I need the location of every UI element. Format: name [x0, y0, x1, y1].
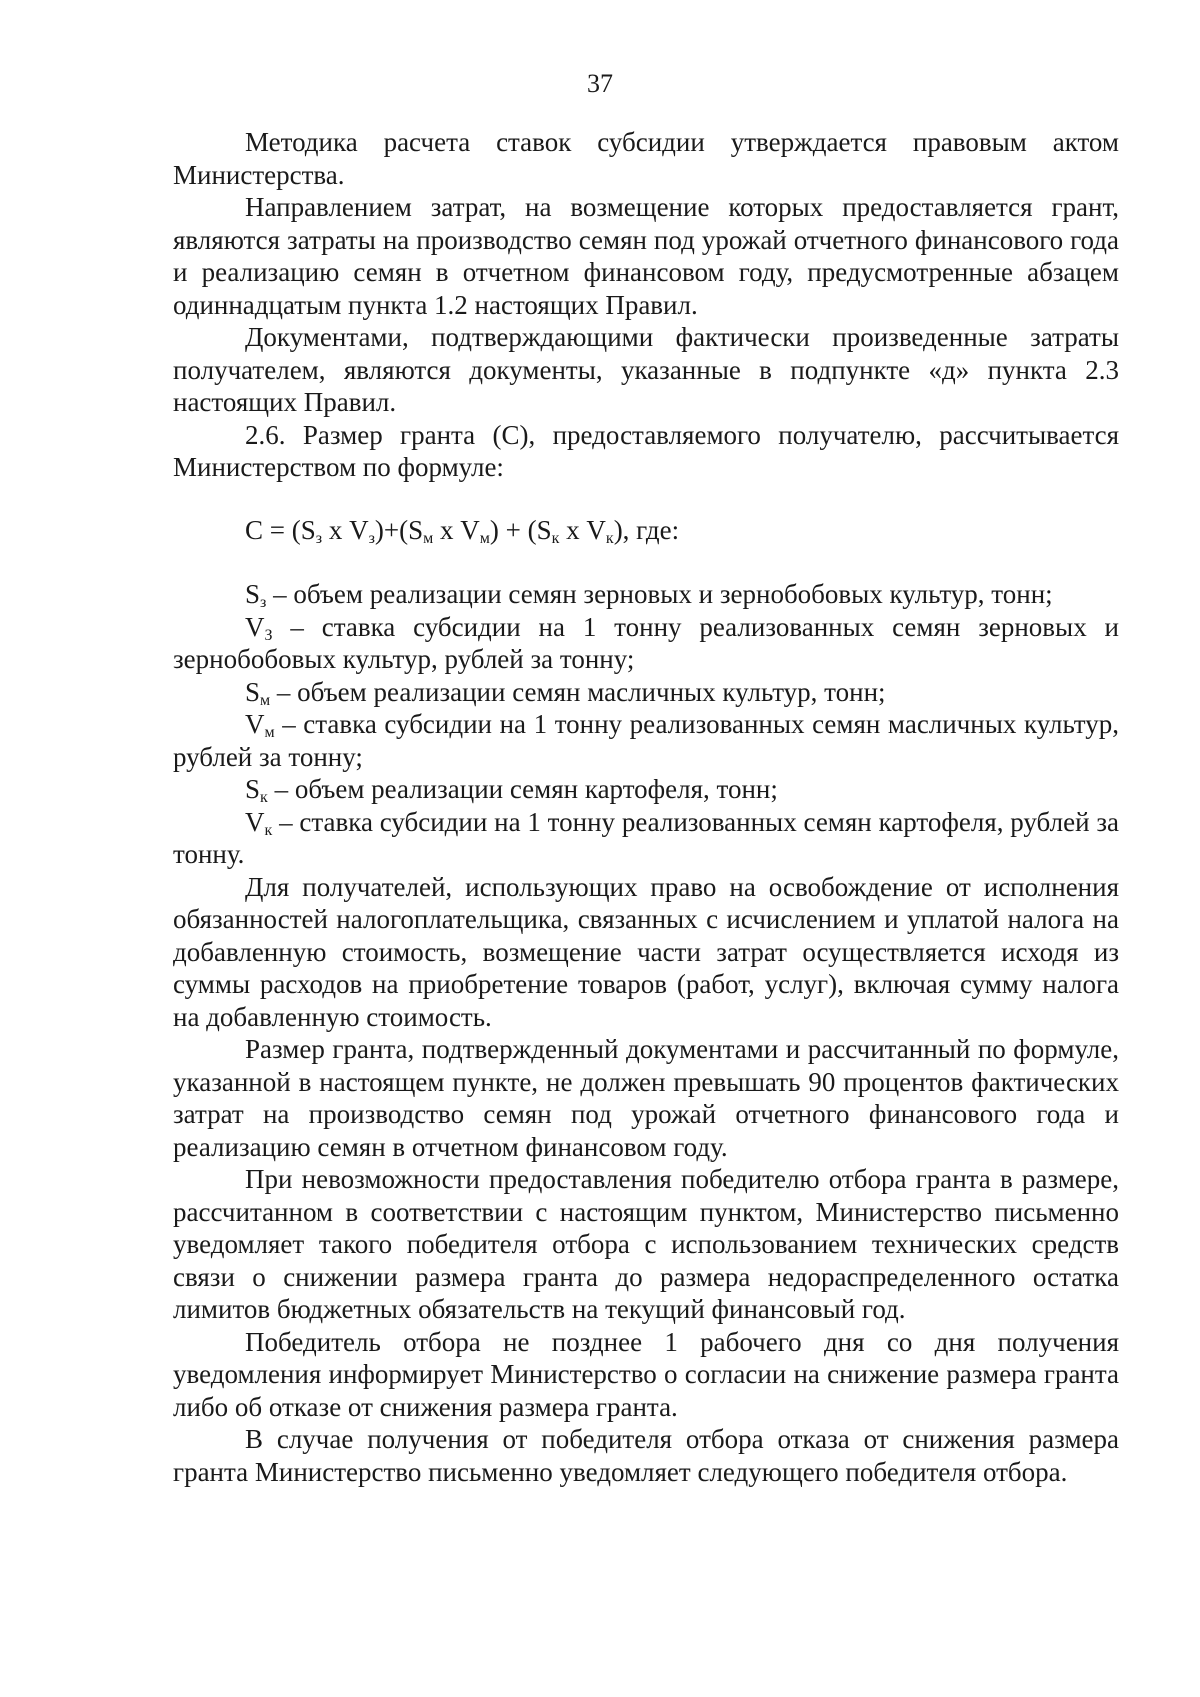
- paragraph-grant-reduction: При невозможности предоставления победителю отбора гранта в размере, рассчитанном в соответствии с настоящим пунктом, Министерство письменно уведомляет такого победителя отбора с использованием технических средств связи о снижении размера гранта до размера недораспределенного остатка лимитов бюджетных обязательств на текущий финансовый год.: [173, 1164, 1119, 1324]
- definition-sk: $S_к$ – объем реализации семян картофеля, тонн;: [245, 774, 778, 806]
- definition-vz: $V_З$ – ставка субсидии на 1 тонну реализованных семян зерновых и зернобобовых культур, рублей за тонну;: [173, 611, 1119, 674]
- document-body: [173, 126, 1119, 1488]
- paragraph-grant-limit: Размер гранта, подтвержденный документами и рассчитанный по формуле, указанной в настоящем пункте, не должен превышать 90 процентов фактических затрат на производство семян под урожай отчетного финансового года и реализацию семян в отчетном финансовом году.: [173, 1034, 1119, 1162]
- definition-vm: $V_м$ – ставка субсидии на 1 тонну реализованных семян масличных культур, рублей за тонну;: [173, 709, 1119, 772]
- paragraph-vat-exemption: Для получателей, использующих право на освобождение от исполнения обязанностей налогоплательщика, связанных с исчислением и уплатой налога на добавленную стоимость, возмещение части затрат осуществляется исходя из суммы расходов на приобретение товаров (работ, услуг), включая сумму налога на добавленную стоимость.: [173, 871, 1119, 1032]
- grant-formula: $С = (S_з$ х $V_з)+(S_м$ х $V_м) + (S_к$ х $V_к$), где:: [245, 514, 680, 547]
- paragraph-documents: Документами, подтверждающими фактически произведенные затраты получателем, являются документы, указанные в подпункте «д» пункта 2.3 настоящих Правил.: [173, 322, 1119, 417]
- paragraph-next-winner: В случае получения от победителя отбора отказа от снижения размера гранта Министерство письменно уведомляет следующего победителя отбора.: [173, 1424, 1119, 1487]
- paragraph-winner-response: Победитель отбора не позднее 1 рабочего дня со дня получения уведомления информирует Министерство о согласии на снижение размера гранта либо об отказе от снижения размера гранта.: [173, 1326, 1119, 1422]
- paragraph-grant-size: 2.6. Размер гранта (С), предоставляемого получателю, рассчитывается Министерством по формуле:: [173, 419, 1119, 482]
- paragraph-cost-direction: Направлением затрат, на возмещение которых предоставляется грант, являются затраты на производство семян под урожай отчетного финансового года и реализацию семян в отчетном финансовом году, предусмотренные абзацем одиннадцатым пункта 1.2 настоящих Правил.: [173, 192, 1119, 320]
- definition-vk: $V_к$ – ставка субсидии на 1 тонну реализованных семян картофеля, рублей за тонну.: [173, 806, 1119, 869]
- definition-sz: $S_з$ – объем реализации семян зерновых и зернобобовых культур, тонн;: [245, 579, 1053, 611]
- paragraph-methodology: Методика расчета ставок субсидии утверждается правовым актом Министерства.: [173, 127, 1119, 190]
- page-number: 37: [587, 69, 613, 98]
- definition-sm: $S_м$ – объем реализации семян масличных культур, тонн;: [245, 676, 886, 709]
